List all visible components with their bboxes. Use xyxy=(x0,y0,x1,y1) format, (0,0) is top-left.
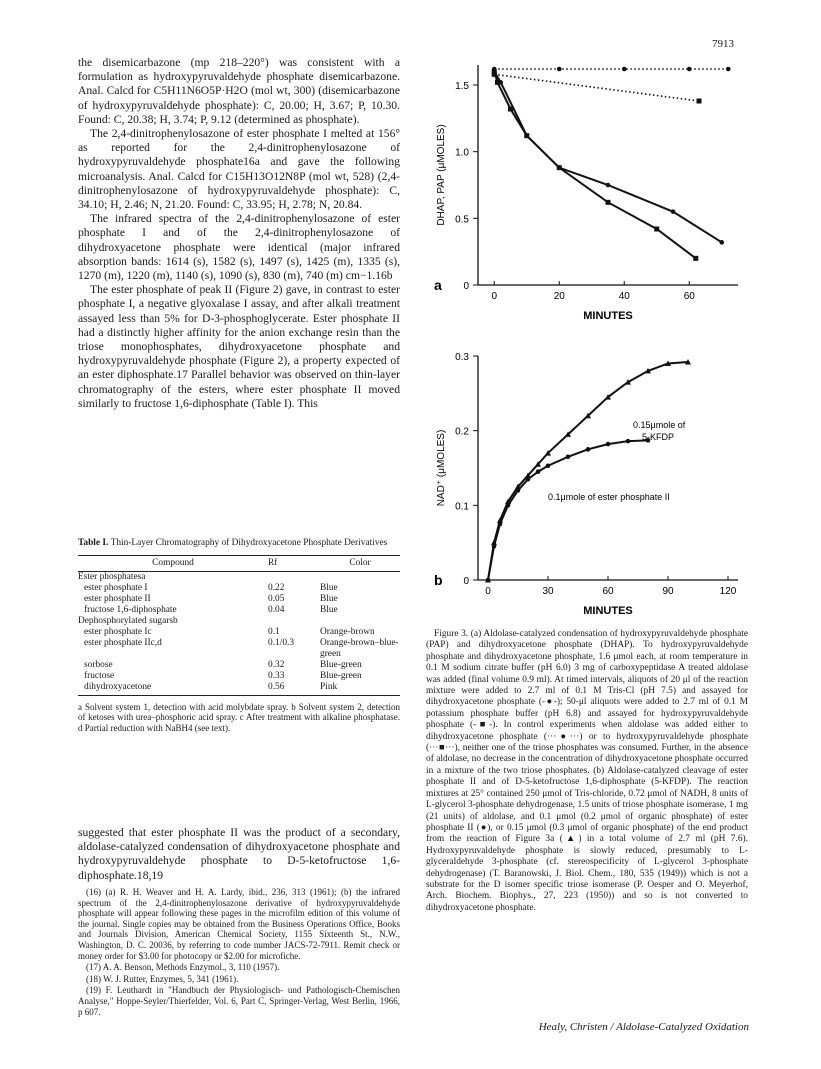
table-row xyxy=(78,616,400,627)
references xyxy=(78,887,400,1018)
cell-rf: 0.04 xyxy=(268,605,285,615)
panel-label: b xyxy=(434,572,443,588)
y-tick-label: 0 xyxy=(463,576,469,587)
cell-compound: Dephosphorylated sugarsb xyxy=(78,616,178,626)
data-point xyxy=(495,80,500,85)
data-point xyxy=(671,209,676,214)
data-point xyxy=(506,503,511,508)
cell-rf: 0.33 xyxy=(268,671,285,681)
cell-rf: 0.1/0.3 xyxy=(268,638,295,648)
col-header-color: Color xyxy=(320,556,400,572)
table-caption-text: Thin-Layer Chromatography of Dihydroxyacetone Phosphate Derivatives xyxy=(110,538,388,548)
paragraph: The infrared spectra of the 2,4-dinitrophenylosazone of ester phosphate I and of the 2,4-dinitrophenylosazone of dihydroxyacetone phosphate were identical (major infrared absorption bands: 1614 (s), 1582 (s), 1497 (s), 1425 (m), 1335 (s), 1270 (m), 1220 (m), 1140 (s), 1090 (s), 830 (m), 740 (m) cm−1.16b xyxy=(78,212,400,283)
cell-rf: 0.05 xyxy=(268,594,285,604)
x-tick-label: 60 xyxy=(602,586,614,597)
paragraph: the disemicarbazone (mp 218–220°) was consistent with a formulation as hydroxypyruvaldehyde phosphate disemicarbazone. Anal. Calcd for C5H11N6O5P·H2O (mol wt, 300) (disemicarbazone of hydroxypyruvaldehyde phosphate): C, 20.00; H, 3.67; P, 10.30. Found: C, 20.38; H, 3.74; P, 9.12 (determined as phosphate). xyxy=(78,56,400,126)
annotation-5kfdp-line1: 0.15μmole of xyxy=(633,420,686,430)
cell-compound: sorbose xyxy=(84,660,113,670)
cell-compound: ester phosphate IIc,d xyxy=(84,638,162,648)
reference: (16) (a) R. H. Weaver and H. A. Lardy, ibid., 236, 313 (1961); (b) the infrared spectrum of the 2,4-dinitrophenylosazone derivative of hydroxypyruvaldehyde phosphate will appear following these pages in the microfilm edition of this volume of the journal. Single copies may be obtained from the Business Operations Office, Books and Journals Division, American Chemical Society, 1155 Sixteenth St., N.W., Washington, D. C. 20036, by referring to code number JACS-72-7911. Remit check or money order for $3.00 for photocopy or $2.00 for microfiche. xyxy=(78,887,400,961)
cell-color: Blue-green xyxy=(320,660,362,670)
x-tick-label: 20 xyxy=(553,291,565,302)
cell-color xyxy=(320,572,400,584)
cell-color: Orange-brown–blue-green xyxy=(320,638,399,659)
data-point xyxy=(492,67,497,72)
cell-color: Blue xyxy=(320,583,338,593)
data-point xyxy=(697,99,702,104)
y-axis-label: DHAP, PAP (μMOLES) xyxy=(436,124,447,226)
figure-caption xyxy=(426,629,748,914)
cell-compound: ester phosphate Ic xyxy=(84,627,152,637)
table-row xyxy=(78,583,400,594)
data-point xyxy=(693,256,698,261)
data-point xyxy=(606,442,611,447)
data-point xyxy=(508,107,513,112)
table-caption-label: Table I. xyxy=(78,538,109,548)
cell-color: Pink xyxy=(320,682,400,696)
y-tick-label: 0 xyxy=(463,281,469,292)
x-tick-label: 0 xyxy=(491,291,498,302)
data-point xyxy=(486,578,491,583)
data-point xyxy=(492,544,497,549)
data-point xyxy=(654,227,659,232)
left-column-text xyxy=(78,56,400,411)
table-row xyxy=(78,682,400,696)
reference: (17) A. A. Benson, Methods Enzymol., 3, 110 (1957). xyxy=(86,962,280,973)
data-point xyxy=(566,455,571,460)
reference: (19) F. Leuthardt in "Handbuch der Physiologisch- und Pathologisch-Chemischen Analyse," Hoppe-Seyler/Thierfelder, Vol. 6, Part C, Springer-Verlag, West Berlin, 1966, p 607. xyxy=(78,985,400,1017)
cell-color: Blue xyxy=(320,594,338,604)
cell-color: Blue xyxy=(320,605,338,615)
x-tick-label: 60 xyxy=(683,291,695,302)
running-footer: Healy, Christen / Aldolase-Catalyzed Oxidation xyxy=(538,1021,749,1033)
panel-label: a xyxy=(434,277,442,293)
y-tick-label: 0.5 xyxy=(455,214,469,226)
data-point xyxy=(492,72,497,77)
figure-3a-chart xyxy=(420,55,760,345)
data-point xyxy=(526,477,531,482)
figure-caption-text: Figure 3. (a) Aldolase-catalyzed condensation of hydroxypyruvaldehyde phosphate (PAP) and dihydroxyacetone phosphate (DHAP). To hydroxypyruvaldehyde phosphate and dihydroxyacetone phosphate, 1.6 μmol each, at room temperature in 0.1 M sodium citrate buffer (pH 6.0) 3 mg of carboxypeptidase A treated aldolase was added (final volume 0.9 ml). At timed intervals, aliquots of 20 μl of the reaction mixture were added to 2.7 ml of 0.1 M Tris-Cl (pH 7.5) and assayed for dihydroxyacetone phosphate (-●-); 50-μl aliquots were added to 2.7 ml of 0.1 M potassium phosphate buffer (pH 6.8) and assayed for hydroxypyruvaldehyde phosphate (-■-). In control experiments when aldolase was added either to dihydroxyacetone phosphate (···●···) or to hydroxypyruvaldehyde phosphate (···■···), neither one of the triose phosphates was consumed. Further, in the absence of aldolase, no decrease in the concentration of dihydroxyacetone phosphate occurred in a mixture of the two triose phosphates. (b) Aldolase-catalyzed cleavage of ester phosphate II and of D-5-ketofructose 1,6-diphosphate (5-KFDP). The reaction mixtures at 25° contained 250 μmol of Tris-chloride, 0.72 μmol of NADH, 8 units of L-glycerol 3-phosphate dehydrogenase, 1.5 units of triose phosphate isomerase, 1 mg (21 units) of aldolase, and 0.1 μmol (0.2 μmol of organic phosphate) of ester phosphate II (●), or 0.15 μmol (0.3 μmol of organic phosphate) of the end product from the reaction of Figure 3a (▲) in a total volume of 2.7 ml (pH 7.6). Hydroxypyruvaldehyde phosphate is slowly reduced, presumably to L-glyceraldehyde 3-phosphate (cf. stereospecificity of L-glycerol 3-phosphate dehydrogenase) (T. Baranowski, J. Biol. Chem., 180, 535 (1949)) which is not a substrate for the D isomer specific triose isomerase (P. Oesper and O. Meyerhof, Arch. Biochem. Biophys., 27, 223 (1950)) and so is not converted to dihydroxyacetone phosphate. xyxy=(426,629,748,913)
y-tick-label: 1.0 xyxy=(455,147,469,159)
data-point xyxy=(524,133,529,138)
y-axis-label: NAD⁺ (μMOLES) xyxy=(436,429,447,507)
table-caption xyxy=(78,538,400,549)
x-tick-label: 90 xyxy=(662,586,674,597)
data-point xyxy=(622,67,627,72)
cell-rf xyxy=(268,572,320,584)
table-row xyxy=(78,572,400,584)
x-axis-label: MINUTES xyxy=(583,310,633,322)
cell-color: Blue-green xyxy=(320,671,362,681)
data-point xyxy=(546,463,551,468)
y-tick-label: 0.3 xyxy=(455,352,469,363)
data-point xyxy=(536,469,541,474)
table-row xyxy=(78,627,400,638)
data-point xyxy=(606,183,611,188)
y-tick-label: 1.5 xyxy=(455,81,469,92)
continuation-paragraph: suggested that ester phosphate II was the product of a secondary, aldolase-catalyzed condensation of dihydroxyacetone phosphate and hydroxypyruvaldehyde phosphate to D-5-ketofructose 1,6-diphosphate.18,19 xyxy=(78,826,400,882)
col-header-rf: Rf xyxy=(268,556,320,572)
cell-compound: ester phosphate II xyxy=(84,594,151,604)
table-row xyxy=(78,638,400,660)
data-point xyxy=(516,488,521,493)
paragraph: The ester phosphate of peak II (Figure 2) gave, in contrast to ester phosphate I, a negative glyoxalase I assay, and after alkali treatment assayed less than 5% for D-3-phosphoglycerate. Ester phosphate II had a distinctly higher affinity for the anion exchange resin than the triose monophosphates, dihydroxyacetone phosphate and hydroxypyruvaldehyde phosphate (Figure 2), a property expected of an ester diphosphate.17 Parallel behavior was observed on thin-layer chromatography of the esters, where ester phosphate II moved similarly to fructose 1,6-diphosphate (Table I). This xyxy=(78,283,400,410)
data-point xyxy=(726,67,731,72)
cell-rf: 0.56 xyxy=(268,682,320,696)
cell-rf xyxy=(268,616,320,627)
cell-compound: fructose 1,6-diphosphate xyxy=(84,605,177,615)
series-line xyxy=(494,72,722,243)
chromatography-table xyxy=(78,555,400,696)
table-footnotes: a Solvent system 1, detection with acid molybdate spray. b Solvent system 2, detection of ketoses with urea–phosphoric acid spray. c After treatment with alkaline phosphatase. d Partial reduction with NaBH4 (see text). xyxy=(78,702,400,733)
table-row xyxy=(78,660,400,671)
cell-color xyxy=(320,616,400,627)
data-point xyxy=(498,522,503,527)
figure-3b-chart xyxy=(420,348,760,620)
data-point xyxy=(557,165,562,170)
cell-compound: dihydroxyacetone xyxy=(78,682,268,696)
data-point xyxy=(586,447,591,452)
page-number: 7913 xyxy=(712,38,734,50)
series-line xyxy=(488,440,648,580)
series-line xyxy=(494,72,696,259)
data-point xyxy=(626,439,631,444)
paragraph: The 2,4-dinitrophenylosazone of ester phosphate I melted at 156° as reported for the 2,4-dinitrophenylosazone of hydroxypyruvaldehyde phosphate16a and gave the following microanalysis. Anal. Calcd for C15H13O12N8P (mol wt, 528) (2,4-dinitrophenylosazone of hydroxypyruvaldehyde phosphate): C, 34.10; H, 2.46; N, 21.20. Found: C, 33.95; H, 2.78; N, 20.84. xyxy=(78,127,400,212)
y-tick-label: 0.1 xyxy=(455,501,469,513)
data-point xyxy=(687,67,692,72)
cell-compound: Ester phosphatesa xyxy=(78,572,146,582)
x-tick-label: 30 xyxy=(542,586,554,597)
col-header-compound: Compound xyxy=(78,556,268,572)
cell-rf: 0.22 xyxy=(268,583,285,593)
annotation-ester-ii: 0.1μmole of ester phosphate II xyxy=(548,492,670,502)
reference: (18) W. J. Rutter, Enzymes, 5, 341 (1961). xyxy=(86,973,239,984)
table-row xyxy=(78,605,400,616)
series-line xyxy=(488,362,688,580)
y-tick-label: 0.2 xyxy=(455,426,469,438)
cell-color: Orange-brown xyxy=(320,627,375,637)
data-point xyxy=(606,200,611,205)
series-line xyxy=(494,74,699,101)
annotation-5kfdp-line2: 5-KFDP xyxy=(642,432,675,442)
x-tick-label: 40 xyxy=(618,291,630,302)
table-1 xyxy=(78,538,400,733)
data-point xyxy=(719,240,724,245)
table-row xyxy=(78,671,400,682)
cell-rf: 0.1 xyxy=(268,627,280,637)
x-tick-label: 0 xyxy=(485,586,491,597)
cell-compound: ester phosphate I xyxy=(84,583,148,593)
cell-compound: fructose xyxy=(84,671,115,681)
x-axis-label: MINUTES xyxy=(583,605,633,617)
table-row xyxy=(78,594,400,605)
x-tick-label: 120 xyxy=(719,586,737,597)
data-point xyxy=(557,67,562,72)
cell-rf: 0.32 xyxy=(268,660,285,670)
